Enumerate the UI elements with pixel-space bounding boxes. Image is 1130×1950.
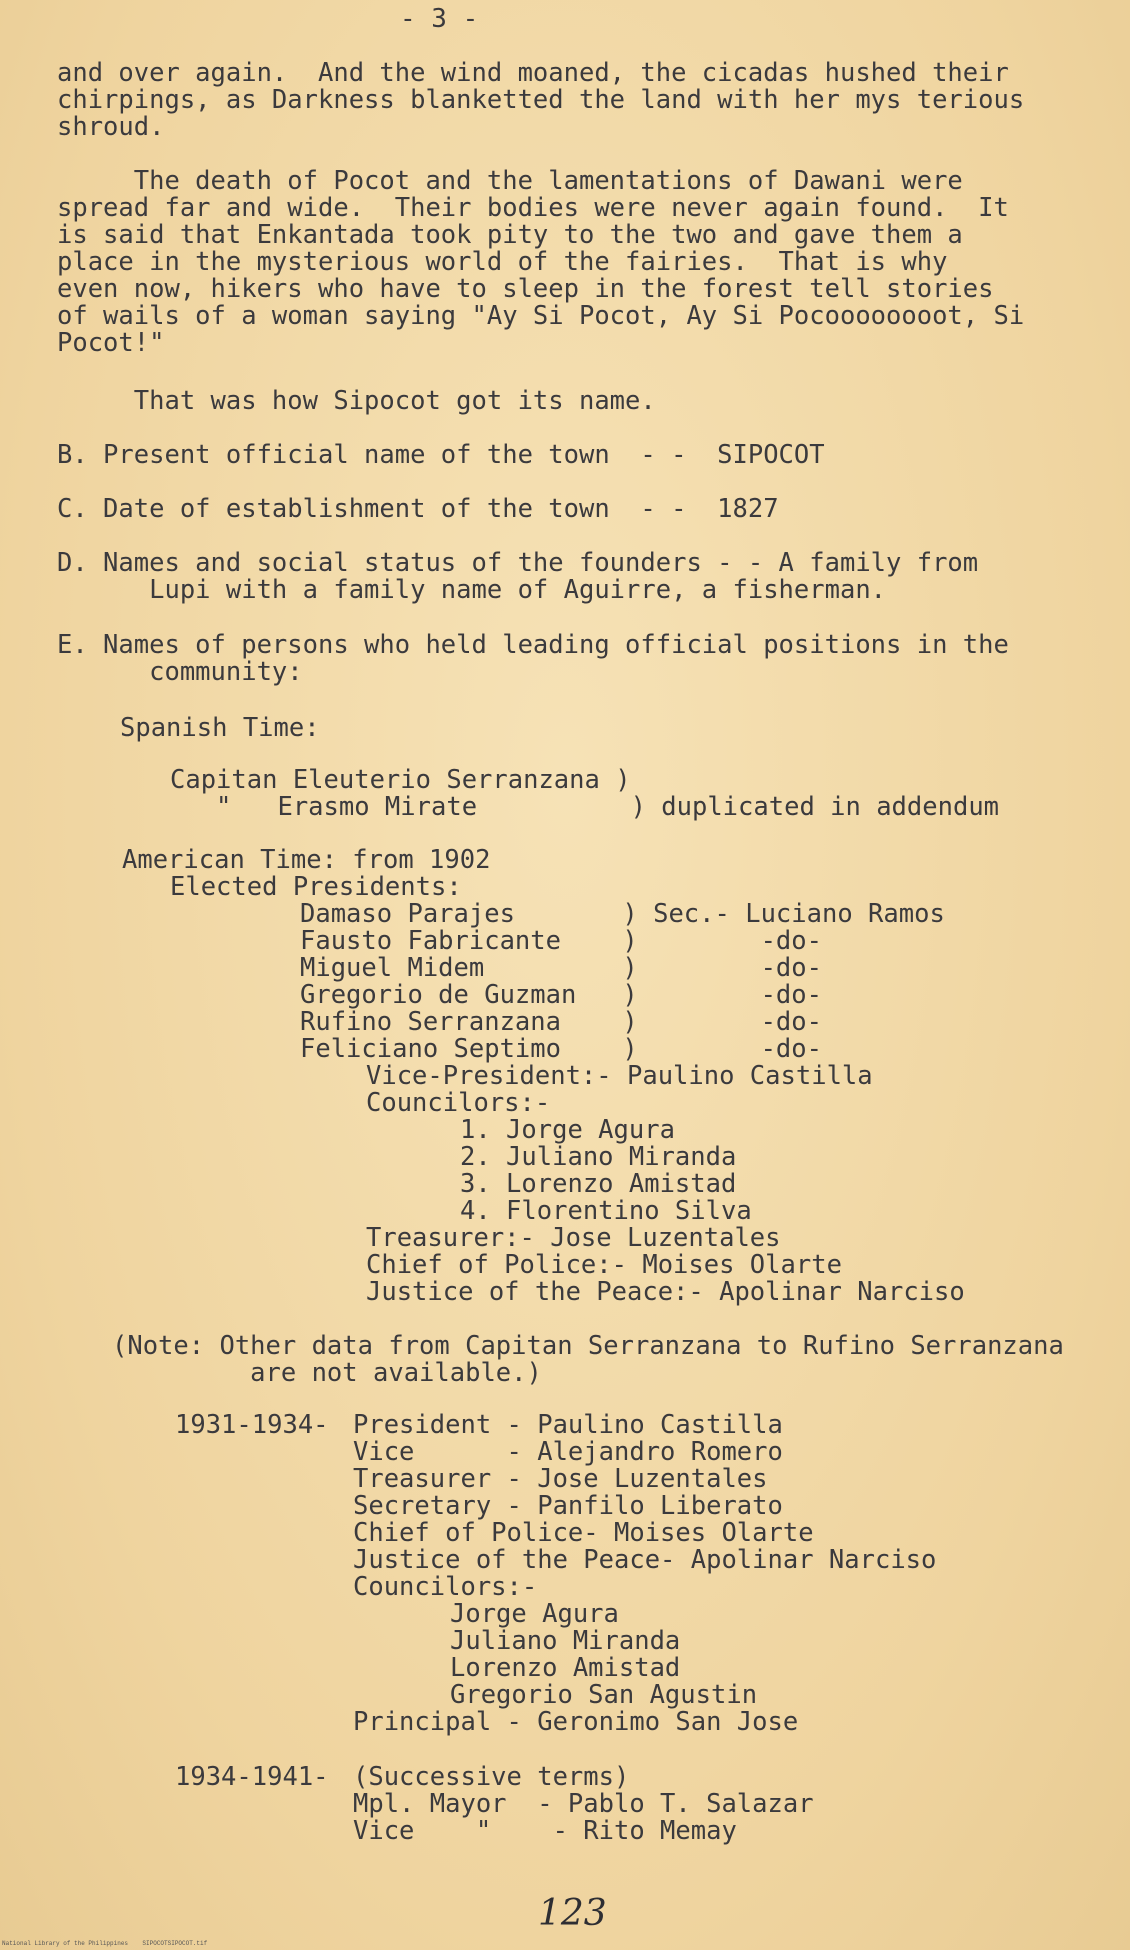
text-line: of wails of a woman saying "Ay Si Pocot, Ay Si Pocoooooooot, Si bbox=[57, 301, 1025, 331]
principal: Principal - Geronimo San Jose bbox=[353, 1707, 799, 1737]
term-line: Vice " - Rito Memay bbox=[353, 1816, 737, 1846]
councilors-label: Councilors:- bbox=[366, 1088, 551, 1118]
american-time-heading: American Time: from 1902 bbox=[122, 845, 491, 875]
text-line: even now, hikers who have to sleep in the forest tell stories bbox=[57, 274, 994, 304]
text-line: shroud. bbox=[57, 112, 165, 142]
term-line: Treasurer - Jose Luzentales bbox=[353, 1464, 768, 1494]
item-e-line: E. Names of persons who held leading official positions in the bbox=[57, 630, 1009, 660]
text-line: Pocot!" bbox=[57, 328, 165, 358]
term-years: 1931-1934- bbox=[175, 1410, 329, 1440]
president-row: Gregorio de Guzman ) -do- bbox=[300, 980, 822, 1010]
item-c: C. Date of establishment of the town - - 1827 bbox=[57, 494, 779, 524]
president-row: Damaso Parajes ) Sec.- Luciano Ramos bbox=[300, 899, 945, 929]
text-line: and over again. And the wind moaned, the cicadas hushed their bbox=[57, 58, 1009, 88]
text-line: That was how Sipocot got its name. bbox=[57, 386, 656, 416]
chief-of-police: Chief of Police:- Moises Olarte bbox=[366, 1250, 842, 1280]
handwritten-page-number: 123 bbox=[538, 1893, 607, 1934]
justice-of-peace: Justice of the Peace:- Apolinar Narciso bbox=[366, 1277, 965, 1307]
item-d-line: D. Names and social status of the founders - - A family from bbox=[57, 548, 979, 578]
vice-president: Vice-President:- Paulino Castilla bbox=[366, 1061, 873, 1091]
councilor-item: 3. Lorenzo Amistad bbox=[460, 1169, 737, 1199]
archive-footer: National Library of the Philippines SIPOCOTSIPOCOT.tif bbox=[2, 1940, 208, 1947]
councilor-item: Gregorio San Agustin bbox=[450, 1680, 758, 1710]
councilor-item: Juliano Miranda bbox=[450, 1626, 681, 1656]
text-line: chirpings, as Darkness blanketted the land with her mys terious bbox=[57, 85, 1025, 115]
term-line: Vice - Alejandro Romero bbox=[353, 1437, 783, 1467]
president-row: Feliciano Septimo ) -do- bbox=[300, 1034, 822, 1064]
president-row: Miguel Midem ) -do- bbox=[300, 953, 822, 983]
spanish-time-heading: Spanish Time: bbox=[120, 713, 320, 743]
spanish-time-line: Capitan Eleuterio Serranzana ) bbox=[170, 765, 631, 795]
term-line: Secretary - Panfilo Liberato bbox=[353, 1491, 783, 1521]
term-line: Chief of Police- Moises Olarte bbox=[353, 1518, 814, 1548]
term-years: 1934-1941- bbox=[175, 1762, 329, 1792]
page-number: - 3 - bbox=[400, 4, 479, 34]
term-line: Justice of the Peace- Apolinar Narciso bbox=[353, 1545, 937, 1575]
note-line: (Note: Other data from Capitan Serranzana to Rufino Serranzana bbox=[112, 1331, 1064, 1361]
text-line: The death of Pocot and the lamentations of Dawani were bbox=[57, 166, 963, 196]
term-line: Mpl. Mayor - Pablo T. Salazar bbox=[353, 1789, 814, 1819]
spanish-time-line: " Erasmo Mirate ) duplicated in addendum bbox=[170, 792, 1000, 822]
item-e-line: community: bbox=[57, 657, 303, 687]
councilor-item: 1. Jorge Agura bbox=[460, 1115, 675, 1145]
president-row: Fausto Fabricante ) -do- bbox=[300, 926, 822, 956]
councilor-item: Jorge Agura bbox=[450, 1599, 619, 1629]
president-row: Rufino Serranzana ) -do- bbox=[300, 1007, 822, 1037]
term-line: Councilors:- bbox=[353, 1572, 538, 1602]
item-d-line: Lupi with a family name of Aguirre, a fisherman. bbox=[57, 575, 887, 605]
councilor-item: 2. Juliano Miranda bbox=[460, 1142, 737, 1172]
text-line: spread far and wide. Their bodies were never again found. It bbox=[57, 193, 1009, 223]
term-line: (Successive terms) bbox=[353, 1762, 630, 1792]
councilor-item: 4. Florentino Silva bbox=[460, 1196, 752, 1226]
item-b: B. Present official name of the town - - SIPOCOT bbox=[57, 440, 825, 470]
term-line: President - Paulino Castilla bbox=[353, 1410, 783, 1440]
text-line: is said that Enkantada took pity to the two and gave them a bbox=[57, 220, 963, 250]
elected-presidents-label: Elected Presidents: bbox=[170, 872, 462, 902]
councilor-item: Lorenzo Amistad bbox=[450, 1653, 681, 1683]
text-line: place in the mysterious world of the fairies. That is why bbox=[57, 247, 948, 277]
note-line: are not available.) bbox=[112, 1358, 542, 1388]
treasurer: Treasurer:- Jose Luzentales bbox=[366, 1223, 781, 1253]
